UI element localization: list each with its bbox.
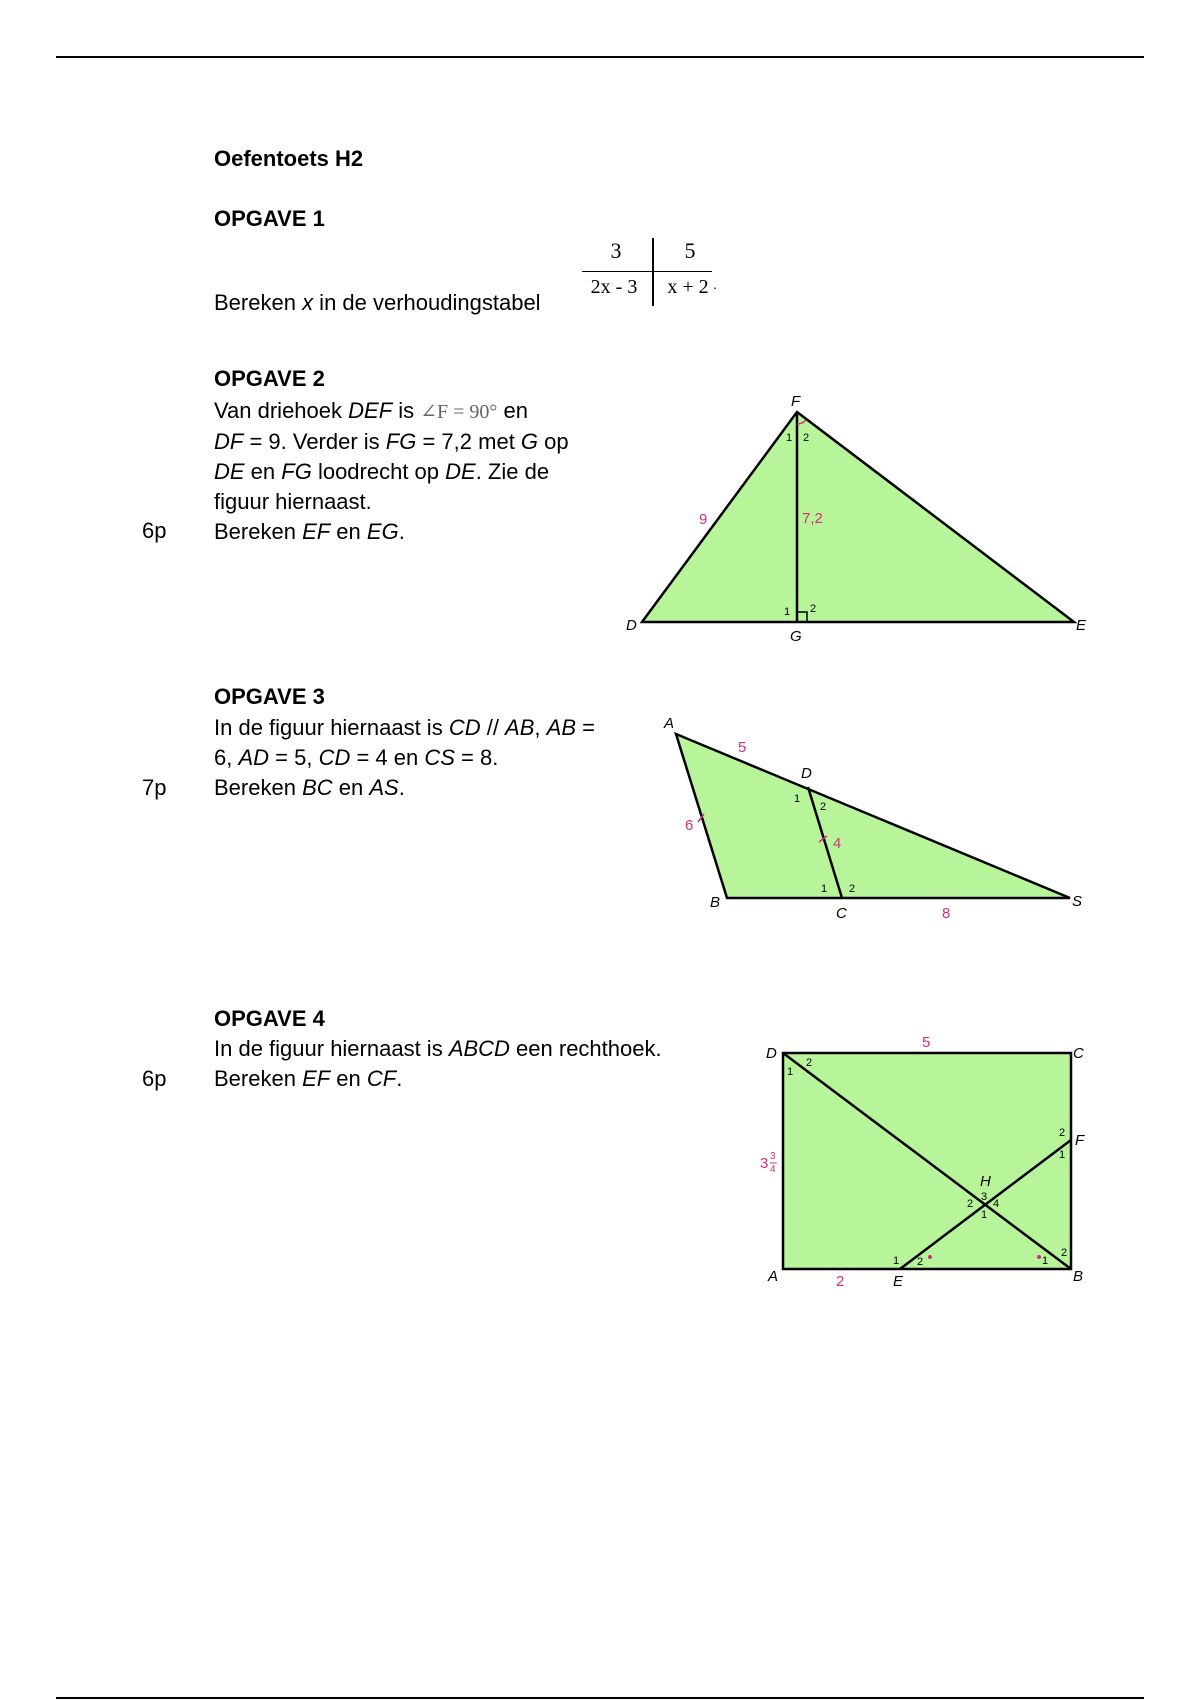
angle-c2: 2 <box>849 883 856 895</box>
figure-opgave4 <box>760 1034 1085 1290</box>
ratio-bottom-right: x + 2 <box>667 276 709 298</box>
angle-h2: 2 <box>967 1198 974 1210</box>
angle-f2: 2 <box>803 432 810 444</box>
opgave4-question: Bereken EF en CF. <box>214 1066 403 1091</box>
angle-h1: 1 <box>981 1209 988 1221</box>
vertex-h: H <box>980 1173 991 1190</box>
angle-c1: 1 <box>821 883 828 895</box>
vertex-b: B <box>1073 1268 1084 1285</box>
angle-e2: 2 <box>917 1256 924 1268</box>
vertex-d: D <box>626 617 637 634</box>
vertex-c: C <box>1073 1045 1084 1062</box>
vertex-a: A <box>768 1268 779 1285</box>
vertex-c: C <box>836 905 847 922</box>
measure-ad: 5 <box>738 739 747 756</box>
angle-h3: 3 <box>981 1191 988 1203</box>
opgave1-heading: OPGAVE 1 <box>214 206 325 231</box>
angle-f1: 1 <box>1059 1149 1066 1161</box>
vertex-s: S <box>1072 893 1083 910</box>
measure-df: 9 <box>699 511 708 528</box>
vertex-a: A <box>664 715 675 732</box>
angle-f1: 1 <box>786 432 793 444</box>
vertex-e: E <box>1076 617 1087 634</box>
opgave2-question: Bereken EF en EG. <box>214 519 405 544</box>
angle-d1: 1 <box>794 793 801 805</box>
opgave2-points: 6p <box>142 518 167 543</box>
ratio-top-right: 5 <box>684 238 696 263</box>
equal-angle-dot-b <box>1037 1255 1041 1259</box>
ratio-top-left: 3 <box>610 238 622 263</box>
vertex-f: F <box>1075 1132 1085 1149</box>
measure-cs: 8 <box>942 905 951 922</box>
ratio-bottom-left: 2x - 3 <box>590 276 638 298</box>
measure-fg: 7,2 <box>802 510 823 527</box>
bottom-rule <box>56 1697 1144 1699</box>
equal-angle-dot-e <box>928 1255 932 1259</box>
vertex-d: D <box>766 1045 777 1062</box>
opgave2-text: Van driehoek DEF is ∠F = 90° en DF = 9. Verder is FG = 7,2 met G op DE en FG loodrecht op DE. Zie de figuur hiernaast. Bereken EF en EG. <box>214 398 569 544</box>
opgave4-heading: OPGAVE 4 <box>214 1006 325 1031</box>
angle-d1: 1 <box>787 1066 794 1078</box>
vertex-g: G <box>790 628 802 645</box>
angle-b1: 1 <box>1042 1255 1049 1267</box>
vertex-e: E <box>893 1273 904 1290</box>
var-x: x <box>302 290 314 315</box>
angle-e1: 1 <box>893 1255 900 1267</box>
angle-f-expr: ∠F = 90° <box>420 401 498 423</box>
figure-opgave3 <box>663 715 1082 922</box>
quadrilateral-absc <box>676 734 1070 898</box>
measure-dc: 5 <box>922 1034 931 1051</box>
angle-b2: 2 <box>1061 1247 1068 1259</box>
angle-d2: 2 <box>806 1057 813 1069</box>
angle-f2: 2 <box>1059 1127 1066 1139</box>
opgave4-points: 6p <box>142 1066 167 1091</box>
opgave4-text: In de figuur hiernaast is ABCD een rechthoek. Bereken EF en CF. <box>214 1036 662 1091</box>
angle-g1: 1 <box>784 606 791 618</box>
ratio-tail: . <box>713 276 717 292</box>
opgave3-points: 7p <box>142 775 167 800</box>
figure-opgave2 <box>626 393 1087 645</box>
opgave3-text: In de figuur hiernaast is CD // AB, AB = 6, AD = 5, CD = 4 en CS = 8. Bereken BC en AS. <box>214 715 595 800</box>
measure-cd: 4 <box>833 835 842 852</box>
opgave2-heading: OPGAVE 2 <box>214 366 325 391</box>
angle-g2: 2 <box>810 603 817 615</box>
vertex-b: B <box>710 894 721 911</box>
measure-ab: 6 <box>685 817 694 834</box>
document-title: Oefentoets H2 <box>214 146 364 171</box>
opgave3-heading: OPGAVE 3 <box>214 684 325 709</box>
measure-ad-denominator: 4 <box>770 1164 776 1175</box>
measure-ae: 2 <box>836 1273 845 1290</box>
angle-h4: 4 <box>993 1198 1000 1210</box>
angle-d2: 2 <box>820 801 827 813</box>
opgave1-text: Bereken x in de verhoudingstabel <box>214 290 541 315</box>
vertex-f: F <box>791 393 801 410</box>
measure-ad-numerator: 3 <box>770 1151 776 1162</box>
opgave3-question: Bereken BC en AS. <box>214 775 405 800</box>
measure-ad-whole: 3 <box>760 1155 769 1172</box>
vertex-d: D <box>801 765 812 782</box>
